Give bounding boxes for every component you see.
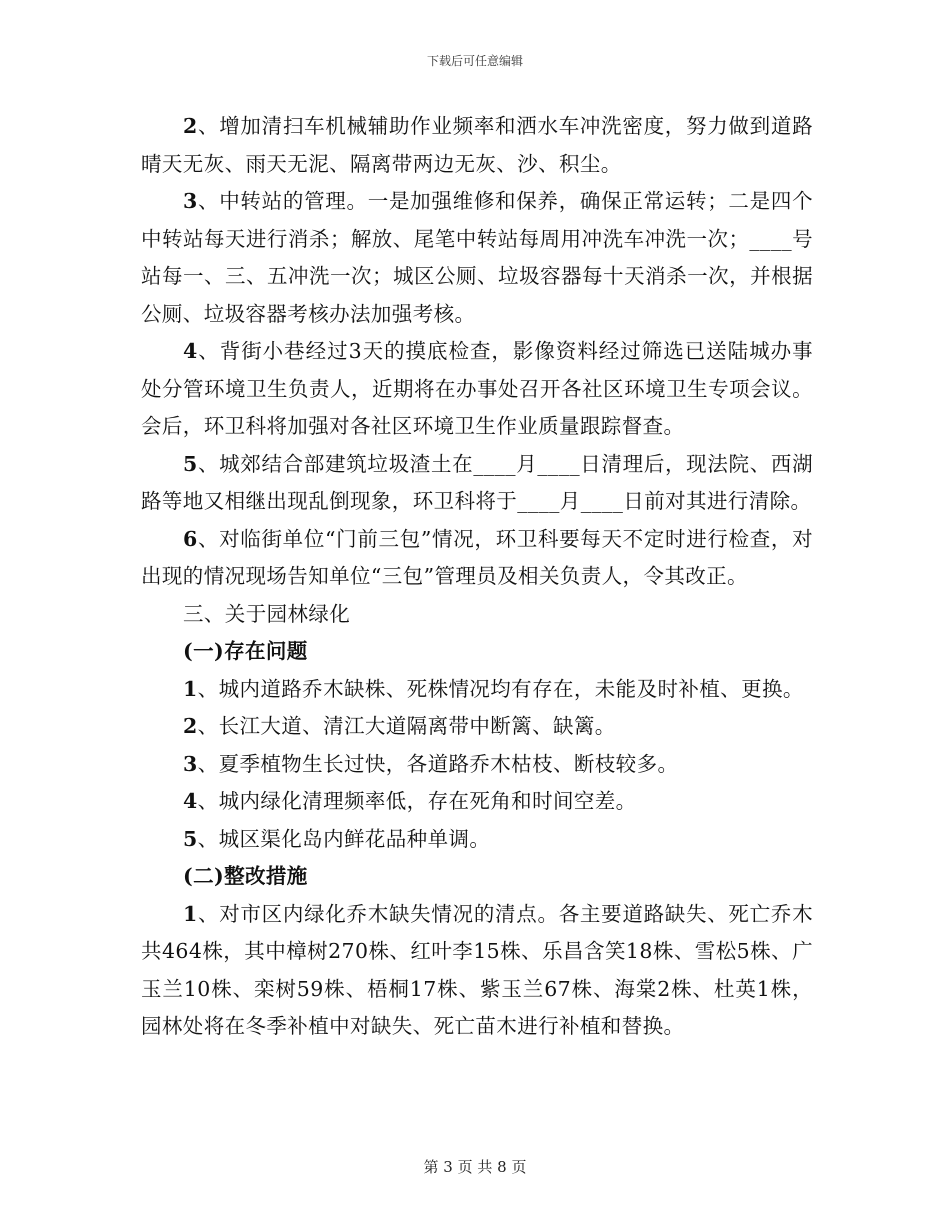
page-footer: 第 3 页 共 8 页 [423,1158,527,1176]
paragraph-item: 3、中转站的管理。一是加强维修和保养，确保正常运转；二是四个中转站每天进行消杀；解放、尾笔中转站每周用冲洗车冲洗一次；____号站每一、三、五冲洗一次；城区公厕、垃圾容器每十天消杀一次，并根据公厕、垃圾容器考核办法加强考核。 [141,189,813,326]
subsection-heading: (二)整改措施 [183,864,308,888]
problem-item: 3、夏季植物生长过快，各道路乔木枯枝、断枝较多。 [183,751,679,776]
problem-item: 1、城内道路乔木缺株、死株情况均有存在，未能及时补植、更换。 [183,676,804,701]
paragraph-item: 4、背街小巷经过3天的摸底检查，影像资料经过筛选已送陆城办事处分管环境卫生负责人，近期将在办事处召开各社区环境卫生专项会议。会后，环卫科将加强对各社区环境卫生作业质量跟踪督查。 [141,339,813,438]
document-body [141,108,813,1046]
subsection-heading: (一)存在问题 [183,639,308,663]
problem-item: 2、长江大道、清江大道隔离带中断篱、缺篱。 [183,714,616,738]
page-header: 下载后可任意编辑 [426,54,523,68]
problem-item: 4、城内绿化清理频率低，存在死角和时间空差。 [183,789,637,813]
paragraph-item: 5、城郊结合部建筑垃圾渣土在____月____日清理后，现法院、西湖路等地又相继出现乱倒现象，环卫科将于____月____日前对其进行清除。 [141,451,813,513]
paragraph-item: 6、对临街单位“门前三包”情况，环卫科要每天不定时进行检查，对出现的情况现场告知单位“三包”管理员及相关负责人，令其改正。 [141,526,813,588]
section-heading: 三、关于园林绿化 [183,601,351,626]
problem-item: 5、城区渠化岛内鲜花品种单调。 [183,826,491,851]
measure-item: 1、对市区内绿化乔木缺失情况的清点。各主要道路缺失、死亡乔木共464株，其中樟树270株、红叶李15株、乐昌含笑18株、雪松5株、广玉兰10株、栾树59株、梧桐17株、紫玉兰67株、海棠2株、杜英1株，园林处将在冬季补植中对缺失、死亡苗木进行补植和替换。 [141,901,813,1038]
paragraph-item: 2、增加清扫车机械辅助作业频率和洒水车冲洗密度，努力做到道路晴天无灰、雨天无泥、隔离带两边无灰、沙、积尘。 [141,114,813,176]
